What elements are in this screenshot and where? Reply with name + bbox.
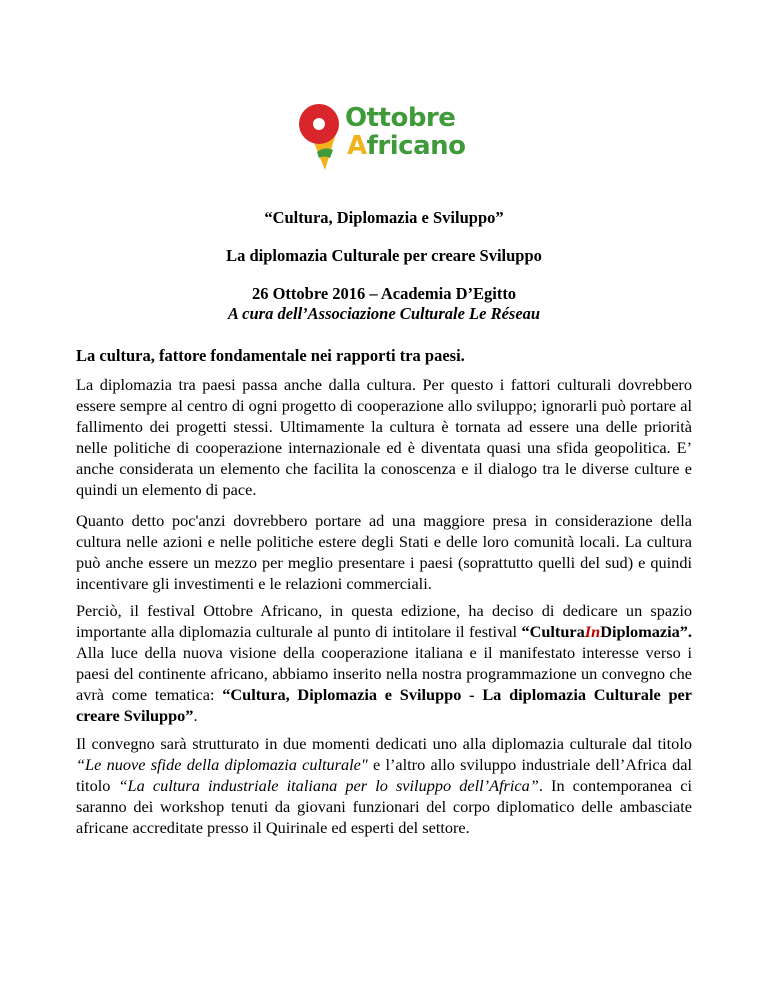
p3-festival-part2: Diplomazia”. (600, 622, 692, 641)
logo-word-ottobre: Ottobre (345, 103, 456, 133)
p4-title-1: “Le nuove sfide della diplomazia culturale" (76, 755, 368, 774)
p4-title-2: “La cultura industriale italiana per lo sviluppo dell’Africa” (118, 776, 539, 795)
p4-text-e: . In contemporanea ci saranno dei workshop tenuti da giovani funzionari del corpo diplomatico delle ambasciate africane accreditate presso il Quirinale ed esperti del settore. (76, 776, 692, 837)
p4-text-a: Il convegno sarà strutturato in due momenti dedicati uno alla diplomazia culturale dal titolo (76, 734, 692, 753)
p3-text-c: Alla luce della nuova visione della cooperazione italiana e il manifestato interesse verso i paesi del continente africano, abbiamo inserito nella nostra programmazione un convegno che avrà come tematica: (76, 643, 692, 704)
p3-festival-in: In (584, 622, 601, 641)
logo-word-africano (347, 132, 466, 160)
ottobre-africano-logo (295, 100, 475, 175)
paragraph-1: La diplomazia tra paesi passa anche dalla cultura. Per questo i fattori culturali dovrebbero essere sempre al centro di ogni progetto di cooperazione allo sviluppo; ignorarli può portare al fallimento dei progetti stessi. Ultimamente la cultura è tornata ad essere una delle priorità nelle politiche di cooperazione internazionale ed è diventata quasi una sfida geopolitica. E’ anche considerata un elemento che facilita la conoscenza e il dialogo tra le diverse culture e quindi un elemento di pace. (76, 375, 692, 499)
p3-convegno-title: “Cultura, Diplomazia e Sviluppo - La diplomazia Culturale per creare Sviluppo” (76, 685, 692, 725)
section-heading: La cultura, fattore fondamentale nei rapporti tra paesi. (76, 346, 465, 365)
p3-festival-name (521, 622, 692, 641)
logo-circle-hole (313, 118, 325, 130)
paragraph-2: Quanto detto poc'anzi dovrebbero portare ad una maggiore presa in considerazione della cultura nelle azioni e nelle politiche estere degli Stati e delle loro comunità locali. La cultura può anche essere un mezzo per meglio presentare i paesi (soprattutto quelli del sud) e quindi incentivare gli investimenti e le relazioni commerciali. (76, 511, 692, 593)
p3-festival-part1: “Cultura (521, 622, 585, 641)
logo-word-rest: fricano (366, 131, 466, 161)
p3-text-e: . (193, 706, 198, 725)
event-subtitle: La diplomazia Culturale per creare Sviluppo (226, 246, 542, 265)
logo-wordmark (345, 104, 466, 160)
event-date-place: 26 Ottobre 2016 – Academia D’Egitto (251, 284, 517, 303)
event-title: “Cultura, Diplomazia e Sviluppo” (264, 208, 504, 227)
paragraph-3 (76, 600, 692, 726)
p4-text-c: e l’altro allo sviluppo industriale dell’Africa dal titolo (76, 755, 692, 795)
paragraph-4 (76, 733, 692, 838)
p3-text-a: Perciò, il festival Ottobre Africano, in questa edizione, ha deciso di dedicare un spazio importante alla diplomazia culturale al punto di intitolare il festival (76, 601, 692, 641)
logo-letter-a: A (347, 131, 367, 161)
event-curator: A cura dell’Associazione Culturale Le Réseau (227, 304, 541, 323)
